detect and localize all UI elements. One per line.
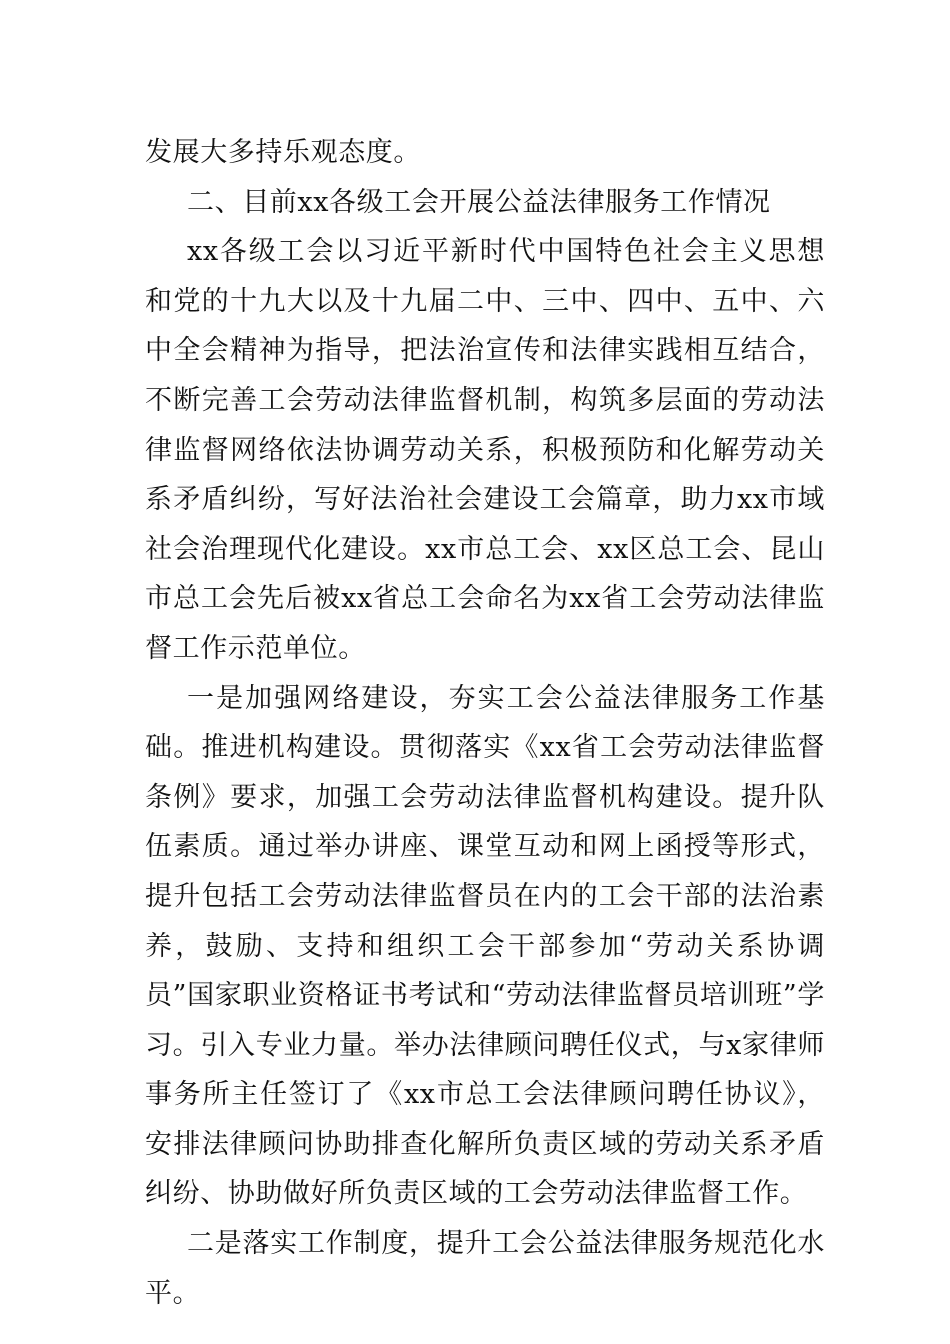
paragraph-network-building: 一是加强网络建设，夯实工会公益法律服务工作基础。推进机构建设。贯彻落实《xx省工会劳动法律监督条例》要求，加强工会劳动法律监督机构建设。提升队伍素质。通过举办讲座、课堂互动和网上函授等形式，提升包括工会劳动法律监督员在内的工会干部的法治素养，鼓励、支持和组织工会干部参加“劳动关系协调员”国家职业资格证书考试和“劳动法律监督员培训班”学习。引入专业力量。举办法律顾问聘任仪式，与x家律师事务所主任签订了《xx市总工会法律顾问聘任协议》，安排法律顾问协助排查化解所负责区域的劳动关系矛盾纠纷、协助做好所负责区域的工会劳动法律监督工作。 — [145, 682, 825, 1210]
paragraph-overview: xx各级工会以习近平新时代中国特色社会主义思想和党的十九大以及十九届二中、三中、四中、五中、六中全会精神为指导，把法治宣传和法律实践相互结合，不断完善工会劳动法律监督机制，构筑多层面的劳动法律监督网络依法协调劳动关系，积极预防和化解劳动关系矛盾纠纷，写好法治社会建设工会篇章，助力xx市域社会治理现代化建设。xx市总工会、xx区总工会、昆山市总工会先后被xx省总工会命名为xx省工会劳动法律监督工作示范单位。 — [145, 236, 825, 664]
document-page — [145, 128, 825, 1318]
paragraph-continuation: 发展大多持乐观态度。 — [145, 137, 421, 168]
section-heading: 二、目前xx各级工会开展公益法律服务工作情况 — [187, 186, 771, 218]
paragraph-work-system: 二是落实工作制度，提升工会公益法律服务规范化水平。 — [145, 1228, 825, 1309]
